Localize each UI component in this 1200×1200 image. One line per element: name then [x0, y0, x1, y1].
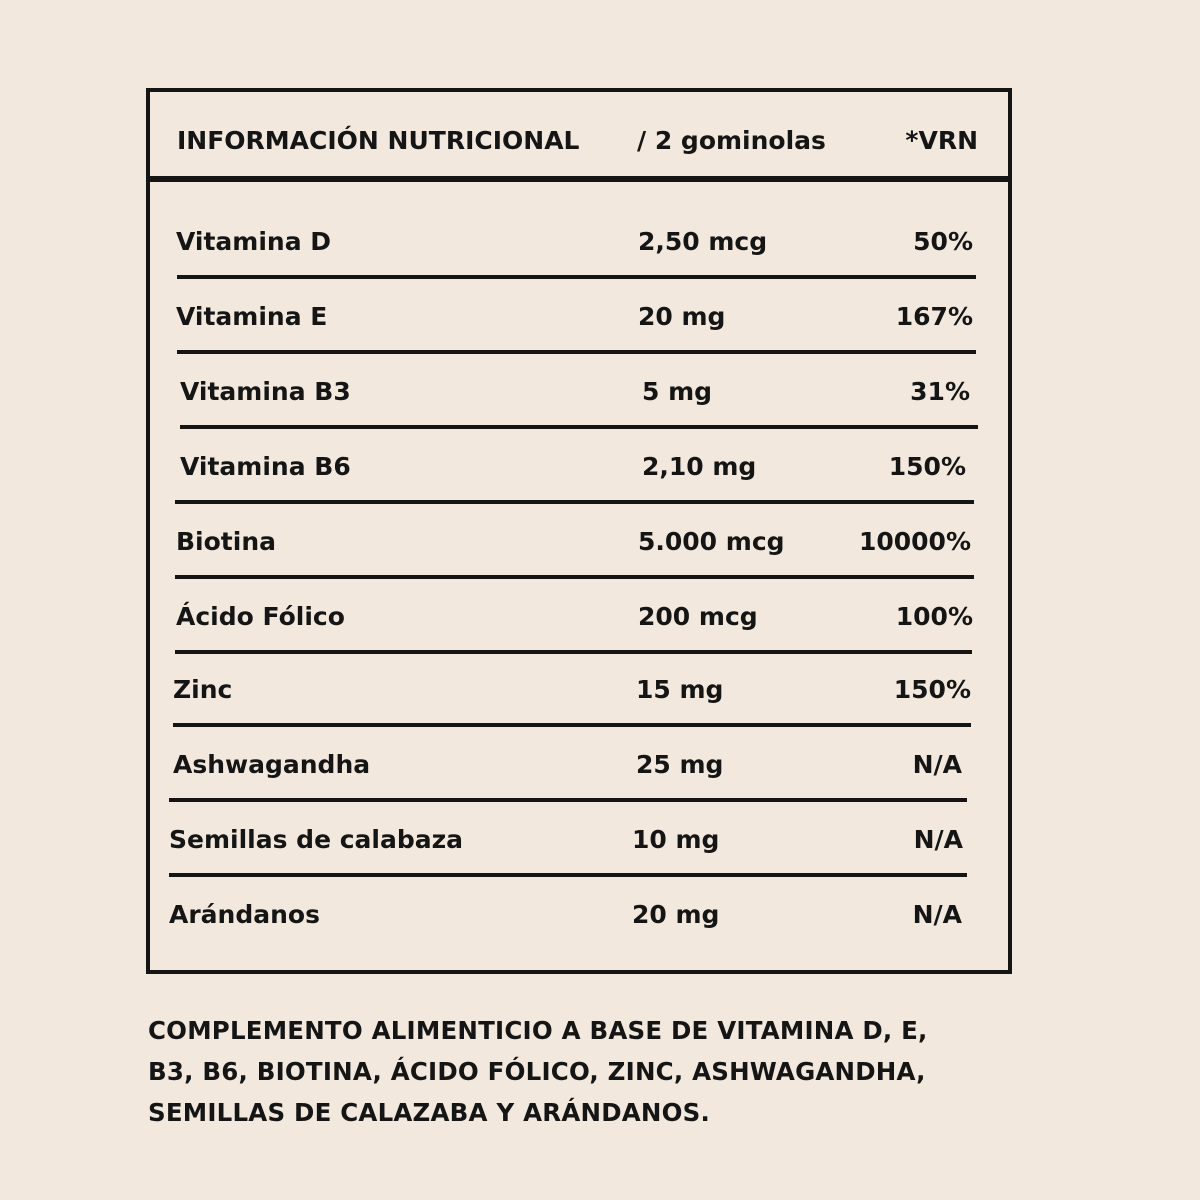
- nutrient-amount: 25 mg: [636, 750, 724, 779]
- nutrient-amount: 15 mg: [636, 675, 724, 704]
- nutrient-amount: 5 mg: [642, 377, 713, 406]
- nutrient-name: Vitamina E: [176, 302, 328, 331]
- nutrient-vrn: 31%: [910, 377, 970, 406]
- nutrient-name: Zinc: [173, 675, 233, 704]
- nutrition-table: [146, 88, 1012, 974]
- nutrient-vrn: 167%: [895, 302, 973, 331]
- header-serving: / 2 gominolas: [637, 126, 826, 155]
- nutrient-name: Vitamina B6: [180, 452, 351, 481]
- description-line: B3, B6, BIOTINA, ÁCIDO FÓLICO, ZINC, ASHWAGANDHA,: [148, 1057, 926, 1086]
- nutrient-amount: 20 mg: [638, 302, 726, 331]
- nutrient-name: Ácido Fólico: [176, 602, 345, 631]
- nutrient-vrn: 150%: [893, 675, 971, 704]
- nutrient-amount: 2,50 mcg: [638, 227, 768, 256]
- header-vrn: *VRN: [905, 126, 978, 155]
- nutrient-name: Vitamina D: [176, 227, 332, 256]
- table-row: [150, 429, 1008, 504]
- product-description: [148, 1010, 968, 1133]
- nutrient-name: Arándanos: [169, 900, 320, 929]
- table-row: [150, 652, 1008, 727]
- table-row: [150, 802, 1008, 877]
- nutrient-vrn: 150%: [888, 452, 966, 481]
- nutrient-amount: 200 mcg: [638, 602, 758, 631]
- nutrient-name: Ashwagandha: [173, 750, 371, 779]
- nutrient-vrn: 50%: [913, 227, 973, 256]
- nutrient-vrn: 10000%: [858, 527, 971, 556]
- table-row: [150, 579, 1008, 654]
- table-row: [150, 354, 1008, 429]
- nutrient-vrn: N/A: [913, 825, 963, 854]
- nutrient-vrn: N/A: [912, 900, 962, 929]
- description-line: SEMILLAS DE CALAZABA Y ARÁNDANOS.: [148, 1098, 710, 1127]
- nutrient-vrn: N/A: [912, 750, 962, 779]
- description-line: COMPLEMENTO ALIMENTICIO A BASE DE VITAMINA D, E,: [148, 1016, 928, 1045]
- nutrient-name: Semillas de calabaza: [169, 825, 464, 854]
- table-row: [150, 877, 1008, 952]
- nutrient-name: Biotina: [176, 527, 276, 556]
- table-row: [150, 504, 1008, 579]
- nutrient-amount: 2,10 mg: [642, 452, 757, 481]
- table-row: [150, 204, 1008, 279]
- header-title: INFORMACIÓN NUTRICIONAL: [177, 126, 580, 155]
- nutrient-amount: 5.000 mcg: [638, 527, 785, 556]
- nutrient-amount: 10 mg: [632, 825, 720, 854]
- table-header: [150, 92, 1008, 182]
- table-row: [150, 279, 1008, 354]
- table-row: [150, 727, 1008, 802]
- nutrient-amount: 20 mg: [632, 900, 720, 929]
- nutrient-vrn: 100%: [895, 602, 973, 631]
- nutrient-name: Vitamina B3: [180, 377, 351, 406]
